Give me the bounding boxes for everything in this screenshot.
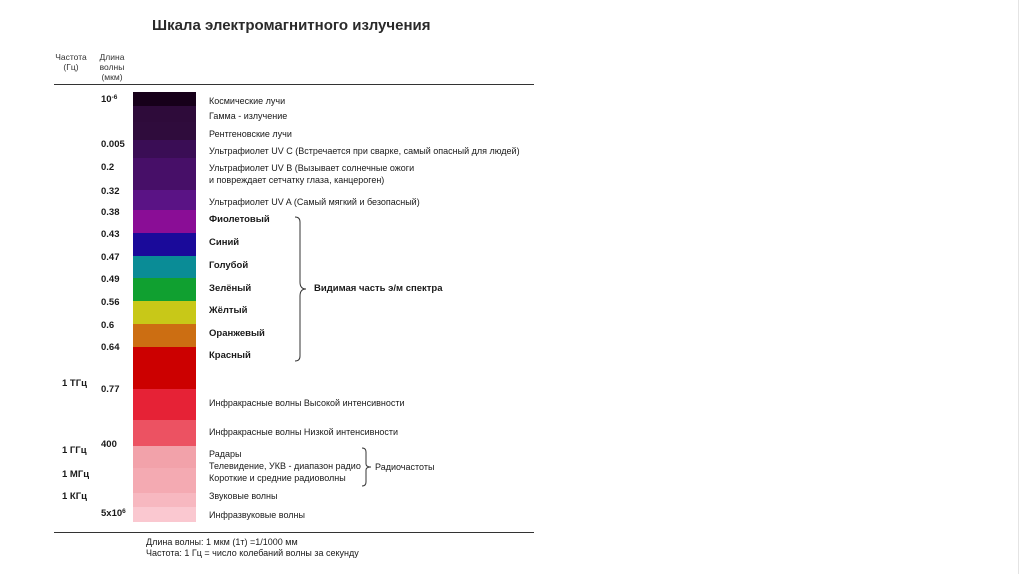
band-red <box>133 347 196 389</box>
band-radio <box>133 468 196 493</box>
wavelength-label: $10^{-6}$ <box>101 94 118 105</box>
frequency-label: 1 КГц <box>62 491 87 502</box>
band-infrasound <box>133 507 196 522</box>
wavelength-label: 0.77 <box>101 384 120 395</box>
label-cosmic: Космические лучи <box>209 96 286 106</box>
band-uvb <box>133 158 196 190</box>
wavelength-label: 0.32 <box>101 186 120 197</box>
wavelength-label: 0.38 <box>101 207 120 218</box>
frequency-label: 1 ГГц <box>62 445 87 456</box>
band-green <box>133 278 196 301</box>
label-ir-high: Инфракрасные волны Высокой интенсивности <box>209 398 405 408</box>
band-violet <box>133 210 196 233</box>
wavelength-label: 0.005 <box>101 139 125 150</box>
frequency-label: 1 МГц <box>62 469 90 480</box>
label-yellow: Жёлтый <box>209 305 248 316</box>
band-blue <box>133 233 196 256</box>
top-rule <box>54 84 534 85</box>
wavelength-label: 0.2 <box>101 162 115 173</box>
radio-frequencies-label: Радиочастоты <box>375 462 435 472</box>
label-uva: Ультрафиолет UV A (Самый мягкий и безопасный) <box>209 197 420 207</box>
label-uvc: Ультрафиолет UV C (Встречается при сварке, самый опасный для людей) <box>209 146 520 156</box>
label-xray: Рентгеновские лучи <box>209 129 292 139</box>
band-orange <box>133 324 196 347</box>
band-uvc <box>133 140 196 158</box>
label-ir-low: Инфракрасные волны Низкой интенсивности <box>209 427 399 437</box>
diagram-title: Шкала электромагнитного излучения <box>152 17 431 34</box>
band-cosmic <box>133 92 196 106</box>
band-radar <box>133 446 196 468</box>
label-green: Зелёный <box>209 283 252 294</box>
label-blue: Синий <box>209 237 240 248</box>
label-cyan: Голубой <box>209 260 249 271</box>
label-short-radio: Короткие и средние радиоволны <box>209 473 346 483</box>
wavelength-header: Длина волны (мкм) <box>99 52 125 82</box>
bottom-rule <box>54 532 534 533</box>
wavelength-label: $5x10^6$ <box>101 508 126 519</box>
frequency-header: Частота (Гц) <box>55 52 87 72</box>
wavelength-label: 0.56 <box>101 297 120 308</box>
label-sound: Звуковые волны <box>209 491 278 501</box>
band-ir-low <box>133 420 196 446</box>
label-infrasound: Инфразвуковые волны <box>209 510 305 520</box>
label-radar: Радары <box>209 449 242 459</box>
label-uvb-1: Ультрафиолет UV B (Вызывает солнечные ожоги <box>209 163 415 173</box>
band-xray <box>133 122 196 140</box>
note-wavelength: Длина волны: 1 мкм (1т) =1/1000 мм <box>146 537 298 547</box>
wavelength-label: 0.6 <box>101 320 115 331</box>
label-uvb-2: и повреждает сетчатку глаза, канцероген) <box>209 175 385 185</box>
band-gamma <box>133 106 196 122</box>
band-ir-high <box>133 389 196 420</box>
frequency-label: 1 ТГц <box>62 378 87 389</box>
visible-brace-icon <box>294 216 310 362</box>
wavelength-label: 0.43 <box>101 229 120 240</box>
note-frequency: Частота: 1 Гц = число колебаний волны за секунду <box>146 548 359 558</box>
radio-brace-icon <box>361 447 373 487</box>
band-sound <box>133 493 196 507</box>
label-violet: Фиолетовый <box>209 214 270 225</box>
label-gamma: Гамма - излучение <box>209 111 288 121</box>
band-cyan <box>133 256 196 278</box>
wavelength-label: 0.64 <box>101 342 120 353</box>
wavelength-label: 0.47 <box>101 252 120 263</box>
wavelength-label: 0.49 <box>101 274 120 285</box>
wavelength-label: 400 <box>101 439 117 450</box>
page-edge-line <box>1018 0 1019 574</box>
band-uva <box>133 190 196 210</box>
label-orange: Оранжевый <box>209 328 265 339</box>
band-yellow <box>133 301 196 324</box>
label-red: Красный <box>209 350 251 361</box>
label-tv: Телевидение, УКВ - диапазон радио <box>209 461 361 471</box>
visible-spectrum-label: Видимая часть э/м спектра <box>314 283 443 294</box>
